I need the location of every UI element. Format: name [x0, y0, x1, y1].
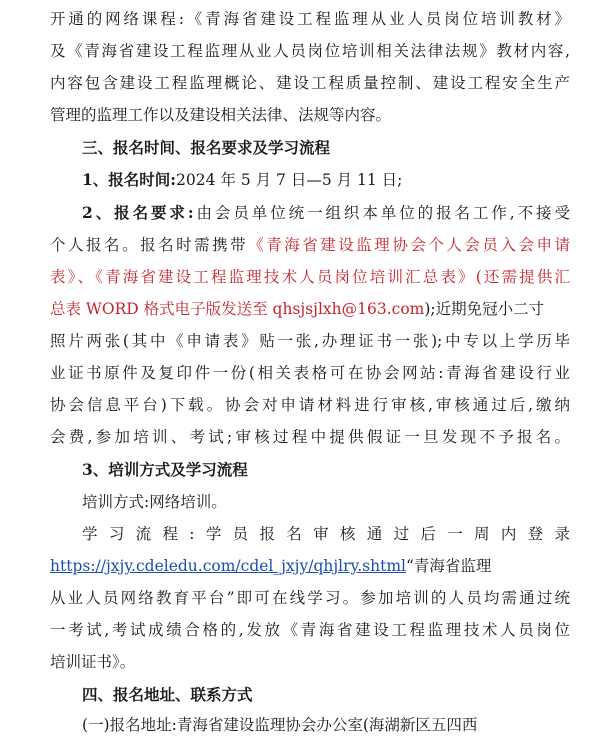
requirements-line-6: 业证书原件及复印件一份(相关表格可在协会网站:青海省建设行业: [50, 364, 570, 382]
requirements-text-4: );近期免冠小二寸: [424, 300, 545, 318]
intro-line-2: 及《青海省建设工程监理从业人员岗位培训相关法律法规》教材内容,: [50, 42, 570, 60]
requirements-label: 2、报名要求:: [82, 203, 194, 222]
form-name-red-1: 《青海省建设监理协会个人会员入会申请: [248, 236, 570, 254]
word-format-note-red: (还需提供汇: [475, 268, 570, 286]
platform-url-link[interactable]: https://jxjy.cdeledu.com/cdel_jxjy/qhjlry.shtml: [50, 557, 406, 575]
email-note-red: 总表 WORD 格式电子版发送至 qhsjsjlxh@163.com: [50, 300, 425, 318]
learning-flow-line-4: 一考试,考试成绩合格的,发放《青海省建设工程监理技术人员岗位: [50, 621, 570, 639]
requirements-line-7: 协会信息平台)下载。协会对申请材料进行审核,审核通过后,缴纳: [50, 396, 570, 414]
training-heading: 3、培训方式及学习流程: [82, 460, 248, 479]
intro-line-1: 开通的网络课程:《青海省建设工程监理从业人员岗位培训教材》: [50, 10, 570, 28]
requirements-line-2: [50, 229, 570, 261]
section-4-heading: 四、报名地址、联系方式: [82, 685, 253, 704]
registration-time-label: 1、报名时间:: [82, 170, 177, 189]
requirements-text-2: 个人报名。报名时需携带: [50, 236, 249, 254]
requirements-text-1: 由会员单位统一组织本单位的报名工作,不接受: [193, 204, 570, 222]
intro-line-4: 管理的监理工作以及建设相关法律、法规等内容。: [50, 106, 392, 124]
requirements-line-1: [82, 197, 570, 229]
training-method: 培训方式:网络培训。: [82, 493, 227, 511]
registration-time-value: 2024 年 5 月 7 日—5 月 11 日;: [176, 171, 403, 189]
intro-line-3: 内容包含建设工程监理概论、建设工程质量控制、建设工程安全生产: [50, 74, 570, 92]
requirements-line-5: 照片两张(其中《申请表》贴一张,办理证书一张);中专以上学历毕: [50, 332, 570, 350]
requirements-line-3: [50, 261, 570, 293]
requirements-line-4: [50, 293, 570, 325]
learning-flow-line-1: 学习流程:学员报名审核通过后一周内登录: [82, 525, 570, 543]
learning-flow-line-3: 从业人员网络教育平台”即可在线学习。参加培训的人员均需通过统: [50, 589, 570, 607]
platform-name-text: “青海省监理: [405, 557, 492, 575]
learning-flow-line-2: [50, 550, 570, 582]
registration-time: [82, 164, 562, 196]
form-name-red-2: 表》、《青海省建设工程监理技术人员岗位培训汇总表》: [50, 268, 476, 286]
requirements-line-8: 会费,参加培训、考试;审核过程中提供假证一旦发现不予报名。: [50, 428, 570, 446]
learning-flow-line-5: 培训证书》。: [50, 653, 136, 671]
registration-address: (一)报名地址:青海省建设监理协会办公室(海湖新区五四西: [82, 716, 478, 734]
section-3-heading: 三、报名时间、报名要求及学习流程: [82, 138, 331, 157]
